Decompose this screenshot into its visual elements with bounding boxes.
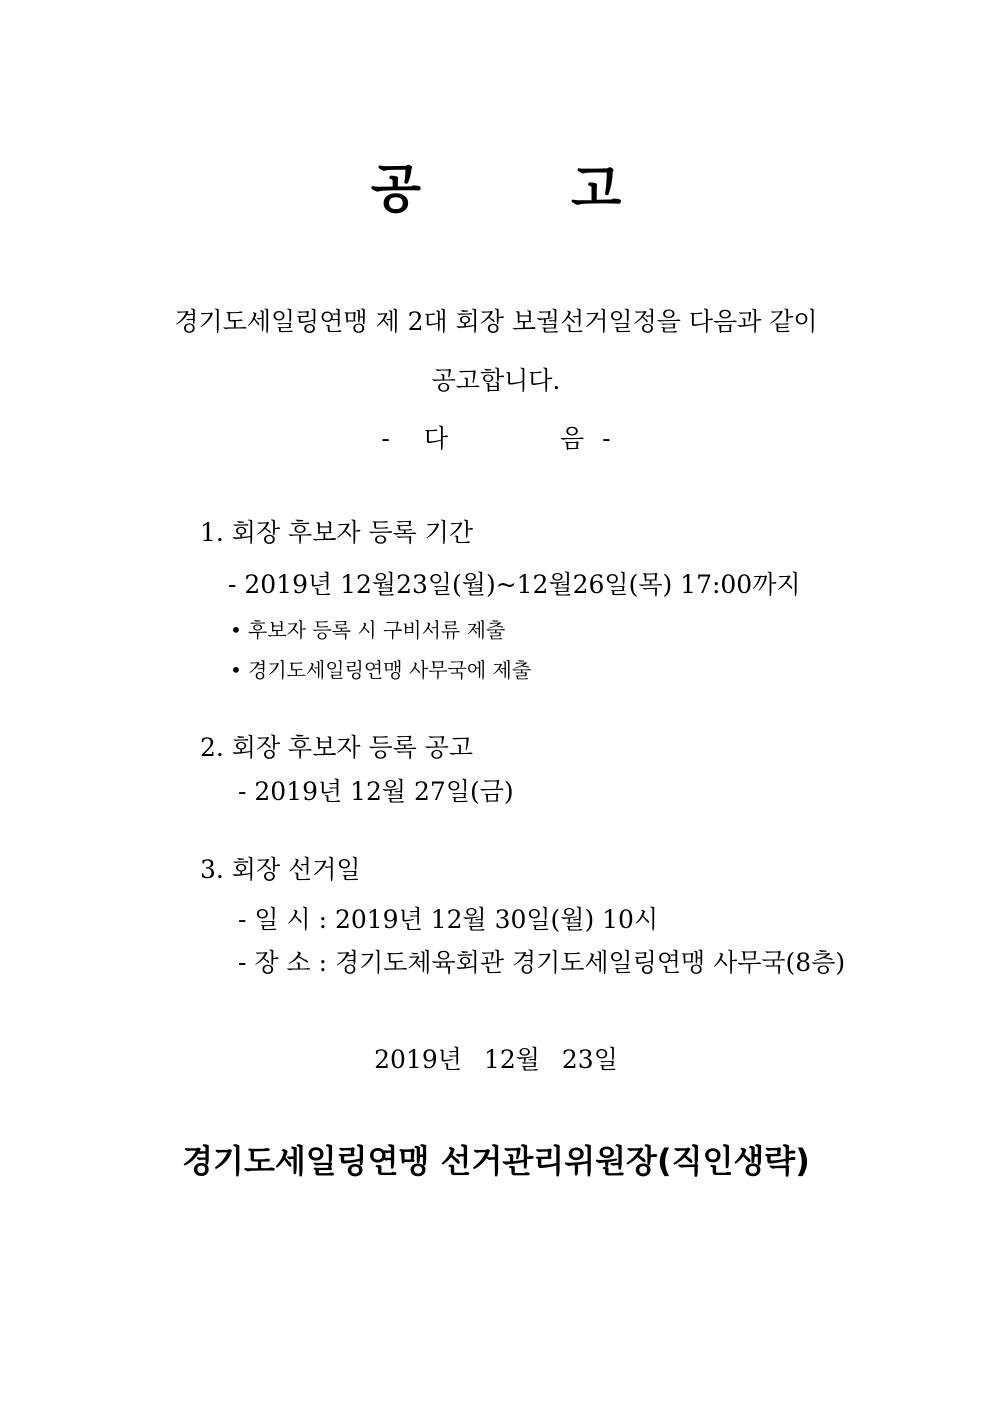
section-3-place: - 장 소 : 경기도체육회관 경기도세일링연맹 사무국(8층) [238, 948, 846, 977]
section-1-bullet-2 [230, 656, 531, 684]
notice-date [0, 1043, 992, 1077]
title-char-2: 고 [571, 160, 622, 220]
section-1-heading: 1. 회장 후보자 등록 기간 [200, 518, 473, 547]
divider-dash-left: - [381, 424, 390, 453]
section-2-heading: 2. 회장 후보자 등록 공고 [200, 733, 473, 762]
issuer-signature-line: 경기도세일링연맹 선거관리위원장(직인생략) [182, 1142, 810, 1180]
section-3-heading: 3. 회장 선거일 [200, 855, 361, 884]
bullet-text: 경기도세일링연맹 사무국에 제출 [248, 658, 532, 682]
bullet-icon: • [230, 618, 242, 642]
section-1-period: - 2019년 12월23일(월)~12월26일(목) 17:00까지 [228, 570, 801, 599]
divider-char-2: 음 [560, 424, 585, 453]
date-year: 2019년 [374, 1045, 462, 1074]
date-day: 23일 [561, 1045, 618, 1074]
section-divider [0, 422, 992, 456]
title-char-1: 공 [370, 160, 421, 220]
bullet-icon: • [230, 658, 242, 682]
divider-char-1: 다 [423, 424, 448, 453]
section-3-time: - 일 시 : 2019년 12월 30일(월) 10시 [238, 905, 659, 934]
date-month: 12월 [483, 1045, 540, 1074]
intro-line-1: 경기도세일링연맹 제 2대 회장 보궐선거일정을 다음과 같이 [174, 307, 818, 336]
divider-dash-right: - [602, 424, 611, 453]
intro-line-2: 공고합니다. [431, 366, 561, 395]
section-1-bullet-1 [230, 616, 505, 644]
document-title [0, 158, 992, 222]
section-2-date: - 2019년 12월 27일(금) [238, 777, 514, 806]
bullet-text: 후보자 등록 시 구비서류 제출 [248, 618, 506, 642]
